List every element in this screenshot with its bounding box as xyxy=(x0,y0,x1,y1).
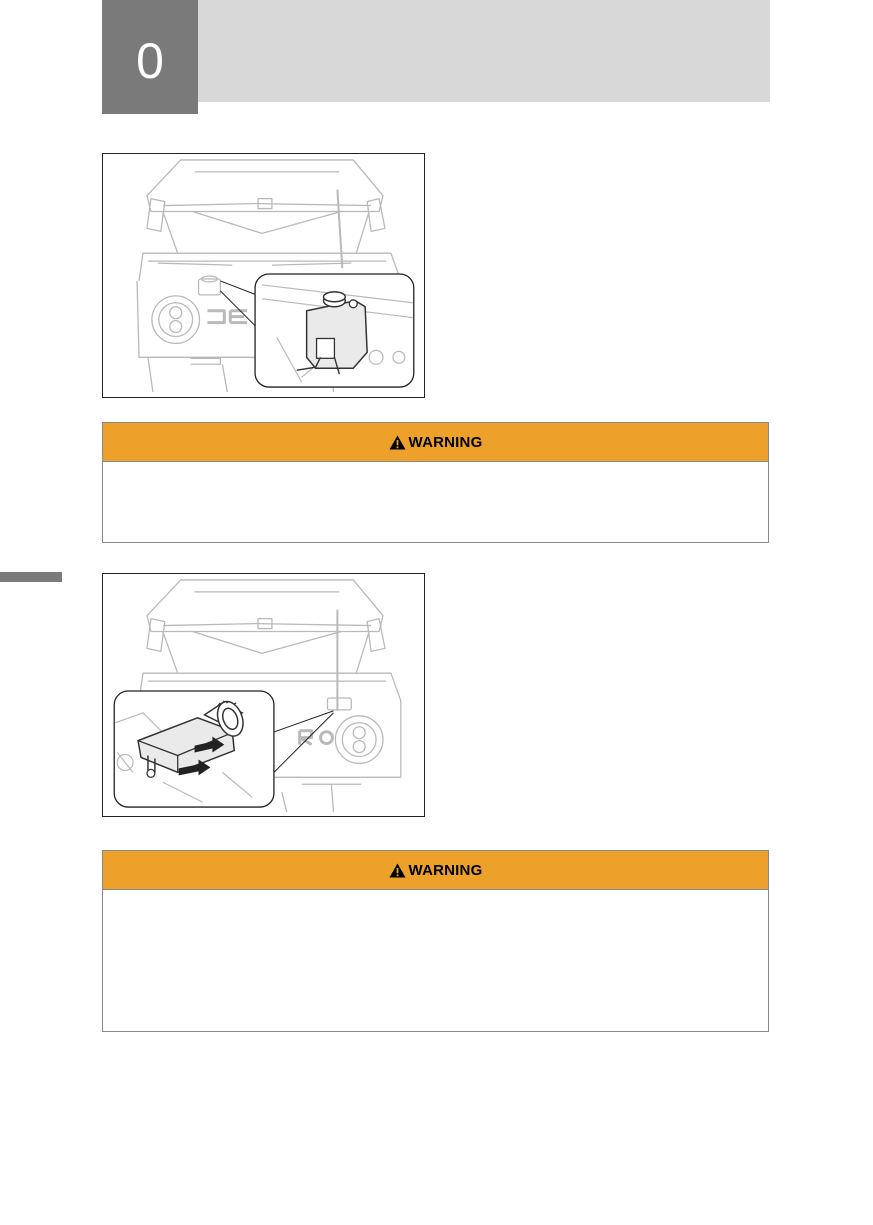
warning-box-1 xyxy=(102,422,769,543)
figure-brake-fluid-reservoir xyxy=(102,573,425,817)
brake-fluid-reservoir-illustration xyxy=(103,574,424,816)
header-band xyxy=(102,0,770,102)
warning-triangle-icon xyxy=(389,435,406,450)
coolant-reservoir-illustration xyxy=(103,154,424,397)
chapter-tab xyxy=(102,0,198,114)
warning-triangle-icon xyxy=(389,863,406,878)
warning-box-2 xyxy=(102,850,769,1032)
chapter-number: 0 xyxy=(136,33,164,89)
side-thumb-tab xyxy=(0,572,62,582)
warning-label: WARNING xyxy=(408,433,483,451)
figure-coolant-reservoir xyxy=(102,153,425,398)
warning-label: WARNING xyxy=(408,861,483,879)
warning-header xyxy=(103,851,768,890)
warning-title xyxy=(389,862,483,879)
warning-header xyxy=(103,423,768,462)
warning-title xyxy=(389,434,483,451)
